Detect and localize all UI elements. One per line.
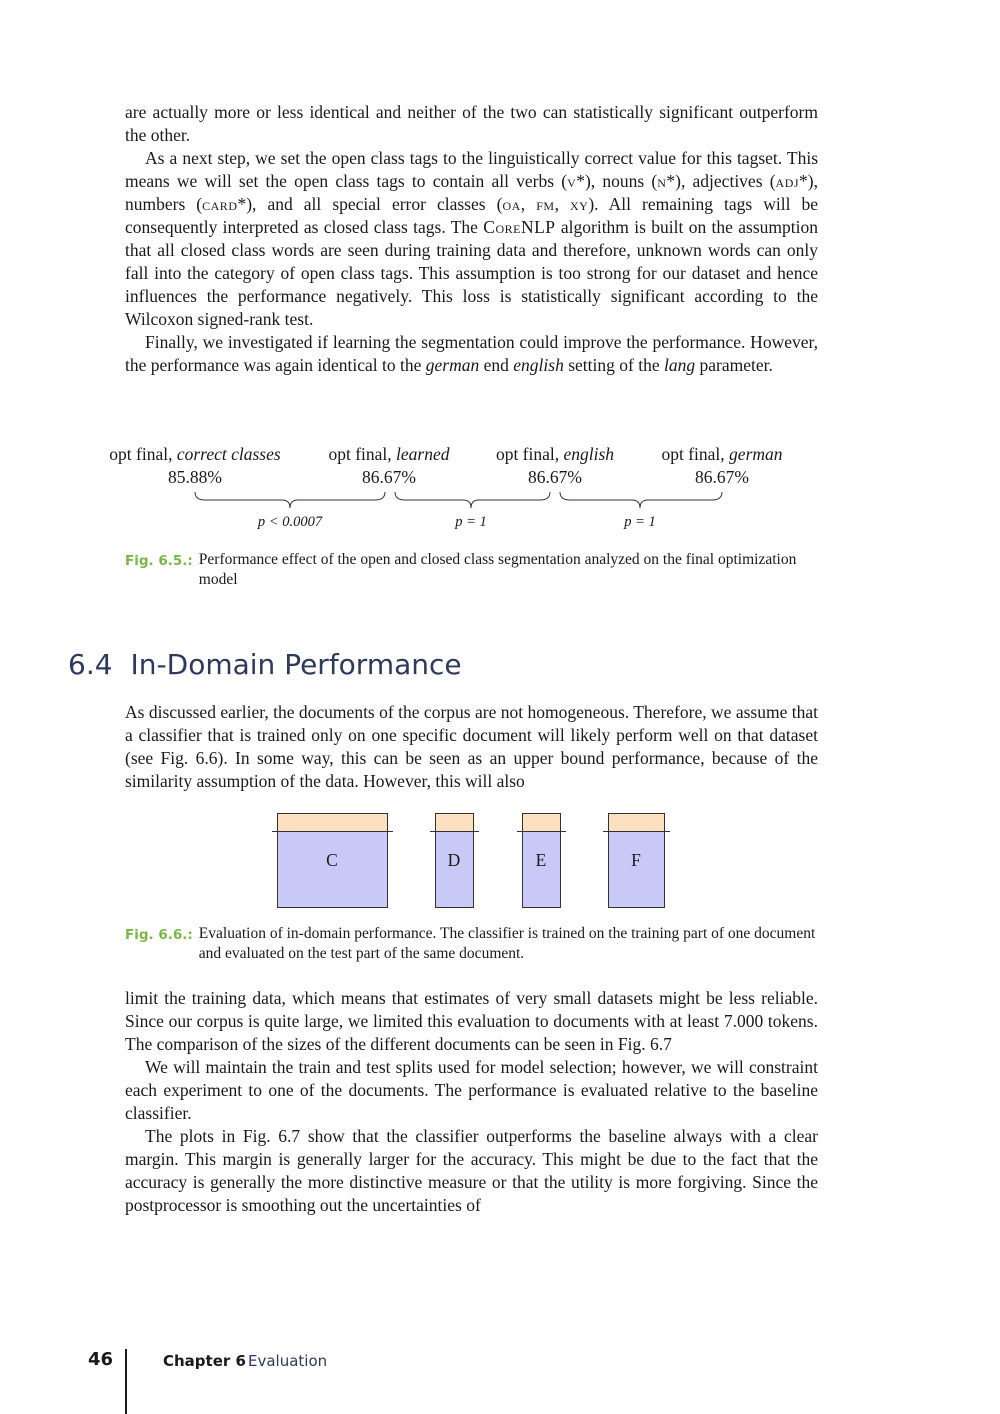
- doc-f-label: F: [631, 850, 641, 870]
- section-heading: [68, 648, 462, 681]
- doc-c-test: [278, 814, 388, 832]
- fig65-brace-1: [195, 492, 385, 508]
- fig65-label-2: opt final, learned: [328, 444, 450, 464]
- doc-e-test: [523, 814, 561, 832]
- doc-e-label: E: [535, 850, 547, 870]
- caption-label: Fig. 6.6.:: [125, 927, 193, 943]
- page-footer: [0, 1345, 1000, 1414]
- figure-6-6-caption: [125, 924, 820, 964]
- footer-divider: [125, 1349, 127, 1414]
- fig65-brace-3: [560, 492, 722, 508]
- figure-6-6: [0, 805, 1000, 915]
- section-title: In-Domain Performance: [130, 648, 462, 681]
- paragraph: Finally, we investigated if learning the segmentation could improve the performance. However, the performance was again identical to the german end english setting of the lang parameter.: [125, 332, 818, 375]
- fig65-label-1: opt final, correct classes: [109, 444, 281, 464]
- paragraph: As a next step, we set the open class tags to the linguistically correct value for this tagset. This means we will set the open class tags to contain all verbs (v*), nouns (n*), adjectives (adj*), numbers (card*), and all special error classes (oa, fm, xy). All remaining tags will be consequently interpreted as closed class tags. The CoreNLP algorithm is built on the assumption that all closed class words are seen during training data and therefore, unknown words can only fall into the category of open class tags. This assumption is too strong for our dataset and hence influences the performance negatively. This loss is statistically significant according to the Wilcoxon signed-rank test.: [125, 148, 819, 329]
- section-number: 6.4: [68, 648, 113, 681]
- body-text-mid: [125, 701, 818, 793]
- doc-d-test: [436, 814, 474, 832]
- doc-f-test: [609, 814, 665, 832]
- paragraph: As discussed earlier, the documents of the corpus are not homogeneous. Therefore, we assume that a classifier that is trained only on one specific document will likely perform well on that dataset (see Fig. 6.6). In some way, this can be seen as an upper bound performance, because of the similarity assumption of the data. However, this will also: [125, 702, 818, 791]
- body-text-top: [125, 101, 818, 377]
- caption-text: Performance effect of the open and closed class segmentation analyzed on the final optimization model: [198, 551, 797, 588]
- fig65-pvalue-2: p = 1: [455, 514, 487, 530]
- fig65-value-1: 85.88%: [168, 467, 222, 487]
- paragraph: limit the training data, which means that estimates of very small datasets might be less reliable. Since our corpus is quite large, we limited this evaluation to documents with at least 7.000 tokens. The comparison of the sizes of the different documents can be seen in Fig. 6.7: [125, 988, 818, 1054]
- footer-chapter: Chapter 6: [163, 1352, 246, 1370]
- fig65-pvalue-3: p = 1: [624, 514, 656, 530]
- caption-label: Fig. 6.5.:: [125, 553, 193, 569]
- paragraph: are actually more or less identical and neither of the two can statistically significant outperform the other.: [125, 102, 818, 145]
- fig65-value-3: 86.67%: [528, 467, 582, 487]
- footer-chapter-title: Evaluation: [248, 1352, 328, 1370]
- paragraph: We will maintain the train and test splits used for model selection; however, we will constraint each experiment to one of the documents. The performance is evaluated relative to the baseline classifier.: [125, 1057, 818, 1123]
- fig65-pvalue-1: p < 0.0007: [257, 514, 323, 530]
- fig65-value-4: 86.67%: [695, 467, 749, 487]
- doc-c-label: C: [326, 850, 338, 870]
- body-text-bottom: [125, 987, 818, 1217]
- page-number: 46: [88, 1349, 114, 1370]
- paragraph: The plots in Fig. 6.7 show that the classifier outperforms the baseline always with a clear margin. This margin is generally larger for the accuracy. This might be due to the fact that the accuracy is generally the more distinctive measure or that the utility is more forgiving. Since the postprocessor is smoothing out the uncertainties of: [125, 1126, 818, 1215]
- fig65-value-2: 86.67%: [362, 467, 416, 487]
- fig65-brace-2: [395, 492, 550, 508]
- figure-6-5: [0, 440, 1000, 540]
- caption-text: Evaluation of in-domain performance. The classifier is trained on the training part of one document and evaluated on the test part of the same document.: [198, 925, 816, 962]
- figure-6-5-caption: [125, 550, 820, 590]
- fig65-label-3: opt final, english: [495, 444, 615, 464]
- fig65-label-4: opt final, german: [661, 444, 783, 464]
- doc-d-label: D: [447, 850, 461, 870]
